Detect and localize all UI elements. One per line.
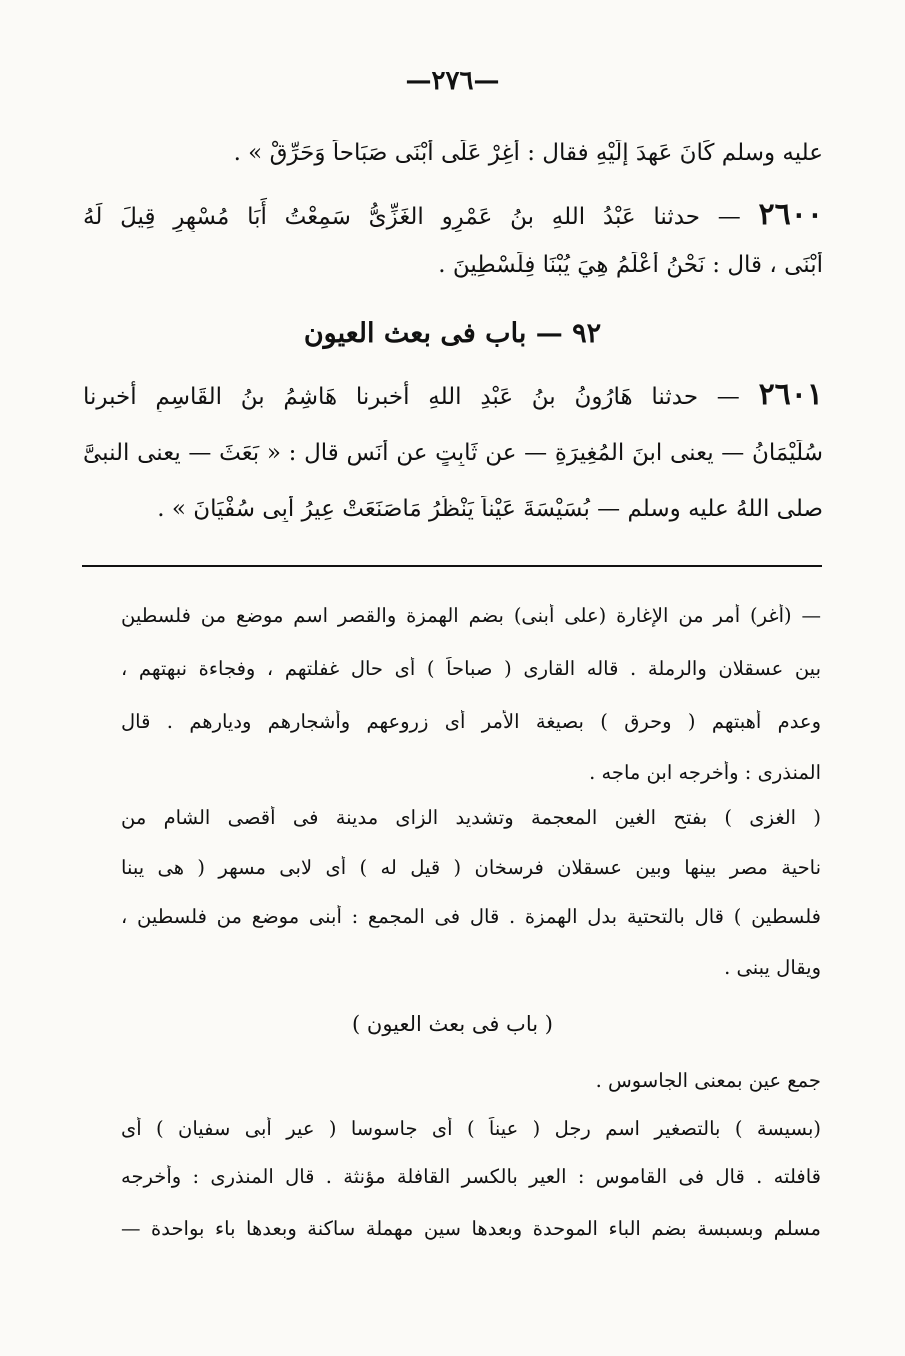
- commentary-line: بين عسقلان والرملة . قاله القارى ( صباحاً ) أى حال غفلتهم ، وفجاءة نبهتهم ،: [121, 657, 821, 680]
- hadith-number: ٢٦٠٠: [758, 197, 823, 232]
- hadith-2601-line-1: [83, 377, 823, 412]
- commentary-heading: ( باب فى بعث العيون ): [352, 1012, 553, 1036]
- hadith-text: — حدثنا عَبْدُ اللهِ بنُ عَمْرٍو الغَزِّىُّ سَمِعْتُ أَبَا مُسْهِرٍ قِيلَ لَهُ: [83, 204, 741, 230]
- commentary-line: (بسيسة ) بالتصغير اسم رجل ( عيناً ) أى جاسوسا ( عير أبى سفيان ) أى: [121, 1117, 821, 1140]
- footnote-divider: [82, 565, 822, 567]
- hadith-text: — حدثنا هَارُونُ بنُ عَبْدِ اللهِ أخبرنا هَاشِمُ بنُ القَاسِمِ أخبرنا: [83, 384, 740, 410]
- hadith-2601-line-2: سُلَيْمَانُ — يعنى ابنَ المُغِيرَةِ — عن ثَابِتٍ عن أَنَسٍ قال : « بَعَثَ — يعنى النبىَّ: [83, 440, 823, 466]
- commentary-line: ناحية مصر بينها وبين عسقلان فرسخان ( قيل له ) أى لابى مسهر ( هى يبنا: [121, 856, 821, 879]
- chapter-heading: ٩٢ — باب فى بعث العيون: [303, 318, 602, 349]
- commentary-line: فلسطين ) قال بالتحتية بدل الهمزة . قال فى المجمع : أبنى موضع من فلسطين ،: [121, 905, 821, 928]
- commentary-line: قافلته . قال فى القاموس : العير بالكسر القافلة مؤنثة . قال المنذرى : وأخرجه: [121, 1165, 821, 1188]
- commentary-line: ( الغزى ) بفتح الغين المعجمة وتشديد الزاى مدينة فى أقصى الشام من: [121, 806, 821, 829]
- hadith-2600-line-2: أُبْنَى ، قال : نَحْنُ أَعْلَمُ هِيَ يُبْنَا فِلَسْطِينَ .: [438, 252, 823, 278]
- commentary-line: المنذرى : وأخرجه ابن ماجه .: [589, 761, 821, 784]
- commentary-line: ويقال يبنى .: [724, 956, 821, 979]
- commentary-line: وعدم أهبتهم ( وحرق ) بصيغة الأمر أى زروعهم وأشجارهم وديارهم . قال: [121, 710, 821, 733]
- hadith-number: ٢٦٠١: [758, 377, 823, 412]
- hadith-2600-line-1: [83, 197, 823, 232]
- page-number: —٢٧٦—: [405, 66, 500, 96]
- commentary-line: — (أغر) أمر من الإغارة (على أبنى) بضم الهمزة والقصر اسم موضع من فلسطين: [121, 604, 821, 627]
- hadith-2601-line-3: صلى اللهُ عليه وسلم — بُسَيْسَةَ عَيْناً يَنْظُرُ مَاصَنَعَتْ عِيرُ أَبِى سُفْيَانَ » .: [157, 496, 823, 522]
- commentary-line: مسلم وبسبسة بضم الباء الموحدة وبعدها سين مهملة ساكنة وبعدها باء بواحدة —: [121, 1217, 821, 1240]
- hadith-2599-continuation: عليه وسلم كَانَ عَهِدَ إِلَيْهِ فقال : أَغِرْ عَلَى أُبْنَى صَبَاحاً وَحَرِّقْ » .: [233, 140, 823, 166]
- commentary-line: جمع عين بمعنى الجاسوس .: [595, 1069, 821, 1092]
